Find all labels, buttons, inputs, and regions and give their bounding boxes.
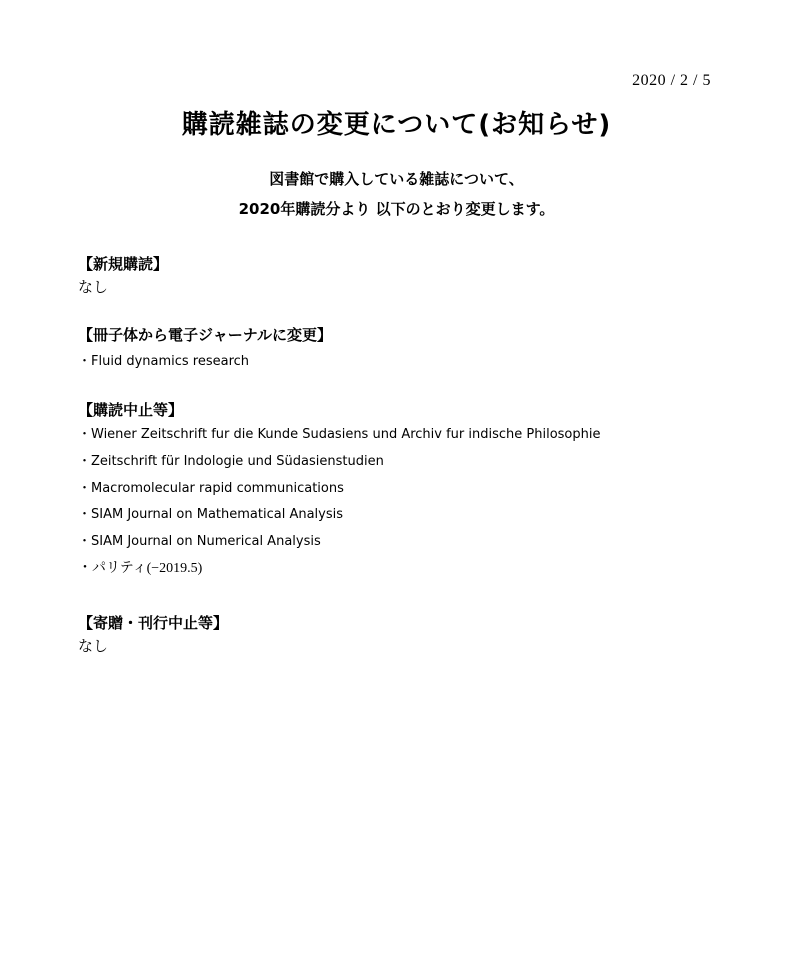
section-gift-or-ceased (78, 611, 228, 659)
section-heading: 【冊子体から電子ジャーナルに変更】 (78, 326, 332, 344)
intro-line-1: 図書館で購入している雑誌について、 (269, 170, 524, 188)
section-heading: 【購読中止等】 (78, 401, 184, 419)
list-item: ・パリティ(−2019.5) (78, 560, 203, 576)
section-new-subscriptions (78, 252, 168, 300)
intro-text (0, 164, 793, 224)
list-item: ・SIAM Journal on Mathematical Analysis (78, 507, 344, 523)
list-item: ・SIAM Journal on Numerical Analysis (78, 534, 321, 550)
list-item: ・Fluid dynamics research (78, 354, 250, 369)
list-item: なし (78, 639, 109, 655)
document-title: 購読雑誌の変更について(お知らせ) (181, 110, 612, 140)
intro-line-2: 2020年購読分より 以下のとおり変更します。 (238, 200, 555, 218)
section-heading: 【新規購読】 (78, 255, 169, 273)
list-item: なし (78, 280, 109, 296)
list-item: ・Zeitschrift für Indologie und Südasienstudien (78, 453, 384, 469)
list-item: ・Wiener Zeitschrift fur die Kunde Sudasiens und Archiv fur indische Philosophie (78, 427, 601, 442)
section-discontinued (78, 398, 600, 583)
section-print-to-ejournal (78, 323, 332, 376)
section-heading: 【寄贈・刊行中止等】 (78, 614, 229, 632)
list-item: ・Macromolecular rapid communications (78, 480, 344, 496)
document-date: 2020 / 2 / 5 (632, 72, 711, 89)
